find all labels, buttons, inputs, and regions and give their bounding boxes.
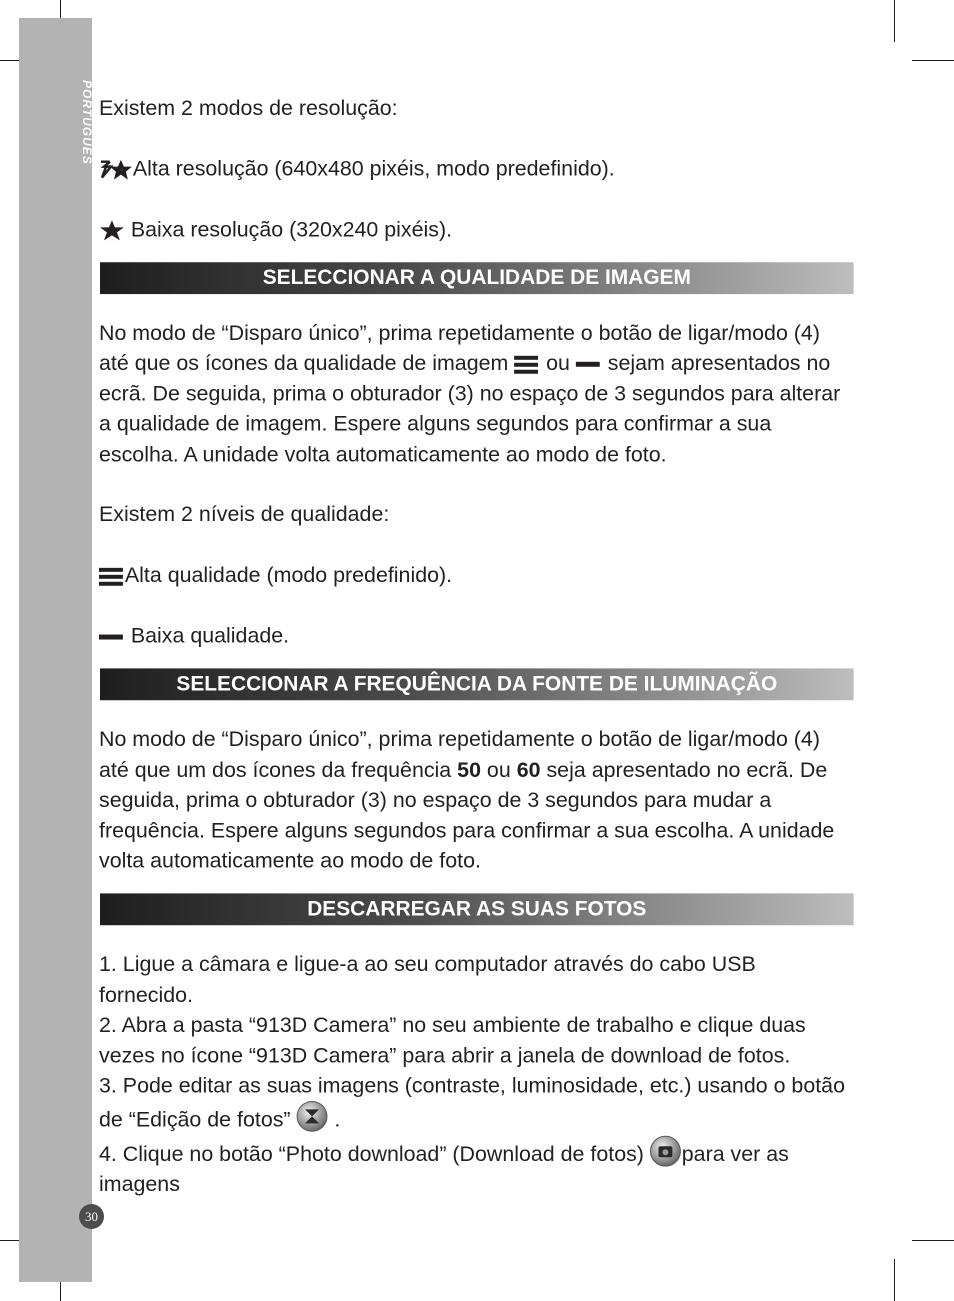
resolution-modes-title: Existem 2 modos de resolução: — [99, 95, 398, 120]
photo-edit-button-icon — [297, 1101, 329, 1133]
quality-levels-title: Existem 2 níveis de qualidade: — [99, 502, 390, 527]
star-icon — [99, 219, 125, 241]
download-steps-list — [99, 950, 854, 1200]
high-quality-item — [99, 560, 854, 590]
download-step-4-text-1: 4. Clique no botão “Photo download” (Download de fotos) — [99, 1142, 644, 1167]
quality-paragraph-text-1: No modo de “Disparo único”, prima repetidamente o botão de ligar/modo (4) até que os ícones da qualidade de imagem — [99, 320, 820, 376]
frequency-paragraph-text-2: seja apresentado no ecrã. De seguida, prima o obturador (3) no espaço de 3 segundos para mudar a frequência. Espere alguns segundos para confirmar a sua escolha. A unidade volta automaticamente ao modo de foto. — [99, 757, 835, 873]
photo-download-button-icon — [650, 1135, 682, 1167]
single-line-icon — [576, 362, 600, 367]
crop-mark — [912, 1240, 954, 1241]
download-step-2: 2. Abra a pasta “913D Camera” no seu ambiente de trabalho e clique duas vezes no ícone “913D Camera” para abrir a janela de download de fotos. — [99, 1013, 806, 1068]
low-quality-item — [99, 621, 854, 651]
download-step-3-end: . — [334, 1107, 341, 1132]
section-heading-download-photos: DESCARREGAR AS SUAS FOTOS — [100, 894, 854, 926]
page-content — [99, 93, 854, 1200]
download-step-4 — [99, 1135, 854, 1200]
low-quality-text: Baixa qualidade. — [130, 623, 290, 648]
download-step-1: 1. Ligue a câmara e ligue-a ao seu computador através do cabo USB fornecido. — [99, 952, 756, 1007]
three-lines-icon — [99, 566, 123, 586]
frequency-paragraph-text-1: No modo de “Disparo único”, prima repetidamente o botão de ligar/modo (4) até que um dos ícones da frequência — [99, 727, 820, 782]
frequency-50-label: 50 — [457, 757, 481, 782]
quality-paragraph — [99, 318, 854, 469]
download-step-3 — [99, 1071, 854, 1136]
crop-mark — [894, 1259, 895, 1301]
crop-mark — [912, 60, 954, 61]
low-resolution-item — [99, 214, 854, 244]
sidebar-language-label: PORTUGUÊS — [80, 80, 94, 165]
page-number: 30 — [79, 1204, 104, 1229]
crop-mark — [894, 0, 895, 42]
frequency-paragraph — [99, 725, 854, 876]
section-heading-image-quality: SELECCIONAR A QUALIDADE DE IMAGEM — [100, 262, 854, 294]
download-step-3-text: 3. Pode editar as suas imagens (contraste, luminosidade, etc.) usando o botão de “Edição de fotos” — [99, 1073, 846, 1132]
section-heading-light-frequency: SELECCIONAR A FREQUÊNCIA DA FONTE DE ILUMINAÇÃO — [100, 669, 854, 701]
download-step-4-text-2: para ver as imagens — [99, 1142, 789, 1197]
high-resolution-text: Alta resolução (640x480 pixéis, modo predefinido). — [132, 156, 615, 181]
language-sidebar — [19, 18, 92, 1282]
quality-paragraph-or: ou — [546, 351, 570, 376]
double-star-icon — [99, 159, 133, 181]
frequency-paragraph-or: ou — [486, 757, 511, 782]
high-resolution-item — [99, 154, 854, 184]
high-quality-text: Alta qualidade (modo predefinido). — [124, 563, 453, 587]
frequency-60-label: 60 — [516, 757, 541, 782]
three-lines-icon — [514, 355, 538, 375]
quality-paragraph-text-2: sejam apresentados no ecrã. De seguida, prima o obturador (3) no espaço de 3 segundos para alterar a qualidade de imagem. Espere alguns segundos para confirmar a sua escolha. A unidade volta automaticamente ao modo de foto. — [99, 351, 841, 466]
low-resolution-text: Baixa resolução (320x240 pixéis). — [130, 217, 453, 241]
single-line-icon — [99, 634, 123, 639]
